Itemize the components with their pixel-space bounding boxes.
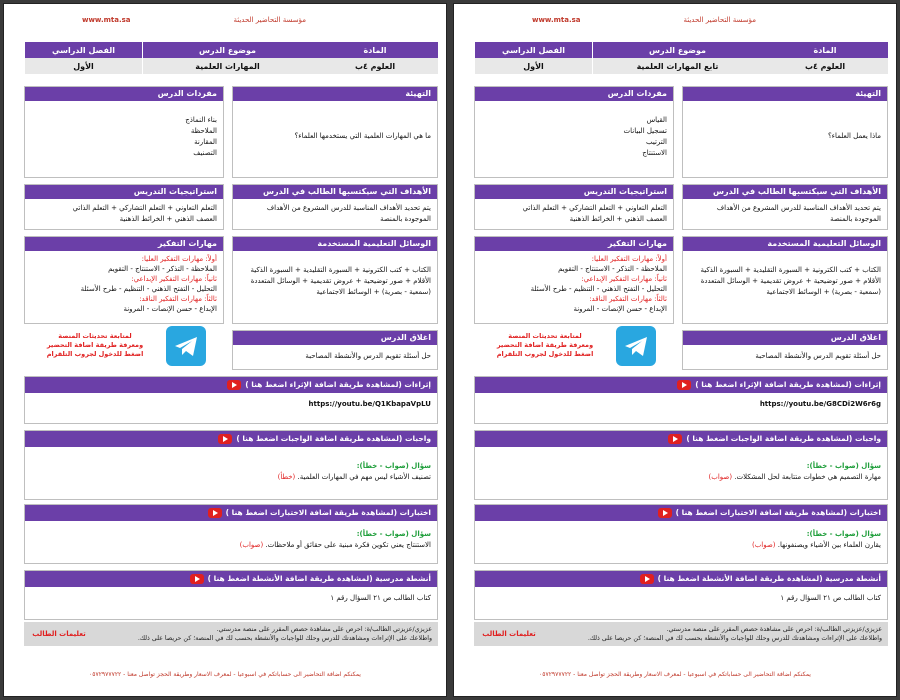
youtube-icon[interactable] — [190, 574, 204, 584]
aids-box — [682, 236, 888, 324]
warmup-title: التهيئة — [233, 87, 437, 101]
telegram-icon[interactable] — [616, 326, 656, 366]
student-note-line: عزيزي/عزيزتي الطالب/ة: احرص على مشاهدة حصص المقرر على منصة مدرستي. — [216, 626, 432, 633]
student-notes — [474, 622, 888, 646]
aids-title: الوسائل التعليمية المستخدمة — [233, 237, 437, 251]
lesson-info-table — [474, 42, 888, 74]
thinking-heading: ثانياً: مهارات التفكير الإبداعي: — [131, 275, 217, 283]
homework-question: تصنيف الأشياء ليس مهم في المهارات العلمية. (خطأ) — [277, 473, 431, 481]
youtube-icon[interactable] — [677, 380, 691, 390]
test-question: يقارن العلماء بين الأشياء ويصنفونها. (صواب) — [751, 541, 881, 549]
vocab-title: مفردات الدرس — [25, 87, 223, 101]
vocab-item: المقارنة — [194, 138, 217, 146]
page-footer: يمكنكم اضافة التحاضير الى حساباتكم في اسبوعيا - لمعرف الاسعار وطريقة الحجز تواصل معنا - ٠٥٧٢٩٧٧٧٢٢ — [539, 671, 811, 678]
strategies-title: استراتيجيات التدريس — [475, 185, 673, 199]
goals-text: يتم تحديد الأهداف المناسبة للدرس المشروع من الأهداف الموجودة بالمنصة — [266, 204, 431, 223]
goals-title: الأهداف التي سيكتسبها الطالب في الدرس — [683, 185, 887, 199]
vocab-item: بناء النماذج — [185, 116, 217, 124]
vocab-item: الترتيب — [646, 138, 667, 146]
aid-line: (سمعية - بصرية) + الوسائط الاجتماعية — [316, 288, 431, 296]
topic-value: تابع المهارات العلمية — [592, 58, 762, 74]
thinking-heading: ثالثاً: مهارات التفكير الناقد: — [139, 295, 217, 303]
page-footer: يمكنكم اضافة التحاضير الى حساباتكم في اسبوعيا - لمعرف الاسعار وطريقة الحجز تواصل معنا - ٠٥٧٢٩٧٧٧٢٢ — [89, 671, 361, 678]
vocab-item: التصنيف — [193, 149, 217, 157]
thinking-title: مهارات التفكير — [25, 237, 223, 251]
closing-text: حل أسئلة تقويم الدرس والأنشطة المصاحبة — [755, 352, 881, 360]
thinking-line: الإبداع - حسن الإنصات - المرونة — [573, 305, 667, 313]
homework-title[interactable]: واجبات (لمشاهدة طريقة اضافة الواجبات اضغط هنا ) — [25, 431, 437, 447]
warmup-text: ماذا يعمل العلماء؟ — [827, 132, 881, 140]
lesson-page-1 — [4, 4, 446, 696]
strategy-line: التعلم التعاوني + التعلم التشاركي + التعلم الذاتي — [522, 204, 667, 212]
thinking-heading: ثانياً: مهارات التفكير الإبداعي: — [581, 275, 667, 283]
thinking-box — [24, 236, 224, 324]
question-type: سؤال (صواب - خطأ): — [806, 530, 881, 538]
thinking-title: مهارات التفكير — [475, 237, 673, 251]
warmup-title: التهيئة — [683, 87, 887, 101]
org-name: مؤسسة التحاضير الحديثة — [683, 16, 756, 24]
thinking-heading: أولاً: مهارات التفكير العليا: — [591, 255, 667, 263]
closing-title: اغلاق الدرس — [683, 331, 887, 345]
vocab-item: تسجيل البيانات — [623, 127, 667, 135]
enrich-band — [474, 376, 888, 424]
closing-box — [682, 330, 888, 370]
strategies-box — [24, 184, 224, 230]
warmup-text: ما هي المهارات العلمية التي يستخدمها العلماء؟ — [294, 132, 431, 140]
telegram-note[interactable]: لمتابعة تحديثات المنصة ومعرفة طريقة اضافة التحضير اضغط للدخول لجروب التلقرام — [496, 332, 594, 358]
goals-box — [682, 184, 888, 230]
aid-line: الأقلام + صور توضيحية + عروض تقديمية + الوسائل المتعددة — [700, 277, 881, 285]
activity-title[interactable]: أنشطة مدرسية (لمشاهدة طريقة اضافة الأنشطة اضغط هنا ) — [475, 571, 887, 587]
topic-header: موضوع الدرس — [592, 42, 762, 58]
activity-band — [474, 570, 888, 620]
page-header — [4, 16, 446, 30]
site-url[interactable]: www.mta.sa — [532, 16, 581, 24]
thinking-heading: ثالثاً: مهارات التفكير الناقد: — [589, 295, 667, 303]
student-notes-label: تعليمات الطالب — [32, 630, 86, 638]
subject-value: العلوم ٤ب — [804, 61, 846, 71]
enrich-title[interactable]: إثراءات (لمشاهدة طريقة اضافة الإثراء اضغط هنا ) — [475, 377, 887, 393]
telegram-note[interactable]: لمتابعة تحديثات المنصة ومعرفة طريقة اضافة التحضير اضغط للدخول لجروب التلقرام — [46, 332, 144, 358]
answer-badge: (صواب) — [239, 541, 264, 549]
goals-box — [232, 184, 438, 230]
activity-text: كتاب الطالب ص ٢١ السؤال رقم ١ — [330, 594, 431, 602]
site-url[interactable]: www.mta.sa — [82, 16, 131, 24]
thinking-line: التحليل - التفتح الذهني - التنظيم - طرح الأسئلة — [80, 285, 217, 293]
subject-value: العلوم ٤ب — [354, 61, 396, 71]
warmup-box — [232, 86, 438, 178]
thinking-line: الملاحظة - التذكر - الاستنتاج - التقويم — [558, 265, 667, 273]
thinking-line: الملاحظة - التذكر - الاستنتاج - التقويم — [108, 265, 217, 273]
semester-value: الأول — [474, 58, 592, 74]
activity-title[interactable]: أنشطة مدرسية (لمشاهدة طريقة اضافة الأنشطة اضغط هنا ) — [25, 571, 437, 587]
strategy-line: العصف الذهني + الخرائط الذهنية — [569, 215, 667, 223]
goals-title: الأهداف التي سيكتسبها الطالب في الدرس — [233, 185, 437, 199]
page-header — [454, 16, 896, 30]
enrich-title[interactable]: إثراءات (لمشاهدة طريقة اضافة الإثراء اضغط هنا ) — [25, 377, 437, 393]
closing-title: اغلاق الدرس — [233, 331, 437, 345]
warmup-box — [682, 86, 888, 178]
vocab-item: الاستنتاج — [642, 149, 667, 157]
lesson-page-2 — [454, 4, 896, 696]
question-type: سؤال (صواب - خطأ): — [356, 462, 431, 470]
student-notes-label: تعليمات الطالب — [482, 630, 536, 638]
student-note-line: عزيزي/عزيزتي الطالب/ة: احرص على مشاهدة حصص المقرر على منصة مدرستي. — [666, 626, 882, 633]
vocab-item: الملاحظة — [190, 127, 217, 135]
youtube-icon[interactable] — [218, 434, 232, 444]
thinking-line: التحليل - التفتح الذهني - التنظيم - طرح الأسئلة — [530, 285, 667, 293]
answer-badge: (صواب) — [751, 541, 776, 549]
aid-line: الكتاب + كتب الكترونية + السبورة التقليدية + السبورة الذكية — [700, 266, 881, 274]
closing-box — [232, 330, 438, 370]
aid-line: الكتاب + كتب الكترونية + السبورة التقليدية + السبورة الذكية — [250, 266, 431, 274]
youtube-icon[interactable] — [668, 434, 682, 444]
vocab-title: مفردات الدرس — [475, 87, 673, 101]
tests-band — [474, 504, 888, 564]
topic-value: المهارات العلمية — [142, 58, 312, 74]
aid-line: الأقلام + صور توضيحية + عروض تقديمية + الوسائل المتعددة — [250, 277, 431, 285]
vocab-box — [474, 86, 674, 178]
semester-value: الأول — [24, 58, 142, 74]
activity-band — [24, 570, 438, 620]
goals-text: يتم تحديد الأهداف المناسبة للدرس المشروع من الأهداف الموجودة بالمنصة — [716, 204, 881, 223]
subject-header: المادة — [813, 45, 837, 55]
answer-badge: (خطأ) — [277, 473, 296, 481]
homework-question: مهارة التصميم هي خطوات متتابعة لحل المشكلات. (صواب) — [708, 473, 881, 481]
aids-title: الوسائل التعليمية المستخدمة — [683, 237, 887, 251]
aids-box — [232, 236, 438, 324]
enrich-link[interactable]: https://youtu.be/Q1KbapaVpLU — [308, 400, 431, 408]
subject-header: المادة — [363, 45, 387, 55]
enrich-band — [24, 376, 438, 424]
tests-title[interactable]: اختبارات (لمشاهدة طريقة اضافة الاختبارات اضغط هنا ) — [475, 505, 887, 521]
answer-badge: (صواب) — [708, 473, 733, 481]
student-note-line: واطلاعك على الإثراءات ومشاهدتك للدرس وحلك للواجبات والأنشطة بحسب لك في المنصة؛ كن حريصا على ذلك. — [587, 635, 882, 642]
tests-title[interactable]: اختبارات (لمشاهدة طريقة اضافة الاختبارات اضغط هنا ) — [25, 505, 437, 521]
homework-band — [474, 430, 888, 500]
youtube-icon[interactable] — [208, 508, 222, 518]
topic-header: موضوع الدرس — [142, 42, 312, 58]
thinking-line: الإبداع - حسن الإنصات - المرونة — [123, 305, 217, 313]
vocab-item: القياس — [646, 116, 667, 124]
tests-band — [24, 504, 438, 564]
telegram-icon[interactable] — [166, 326, 206, 366]
aid-line: (سمعية - بصرية) + الوسائط الاجتماعية — [766, 288, 881, 296]
lesson-info-table — [24, 42, 438, 74]
org-name: مؤسسة التحاضير الحديثة — [233, 16, 306, 24]
youtube-icon[interactable] — [227, 380, 241, 390]
activity-text: كتاب الطالب ص ٢١ السؤال رقم ١ — [780, 594, 881, 602]
homework-title[interactable]: واجبات (لمشاهدة طريقة اضافة الواجبات اضغط هنا ) — [475, 431, 887, 447]
semester-header: الفصل الدراسي — [474, 42, 592, 58]
youtube-icon[interactable] — [640, 574, 654, 584]
strategies-title: استراتيجيات التدريس — [25, 185, 223, 199]
student-notes — [24, 622, 438, 646]
youtube-icon[interactable] — [658, 508, 672, 518]
thinking-heading: أولاً: مهارات التفكير العليا: — [141, 255, 217, 263]
question-type: سؤال (صواب - خطأ): — [806, 462, 881, 470]
test-question: الاستنتاج يعني تكوين فكرة مبنية على حقائق أو ملاحظات. (صواب) — [239, 541, 431, 549]
enrich-link[interactable]: https://youtu.be/G8CDi2W6r6g — [759, 400, 881, 408]
homework-band — [24, 430, 438, 500]
semester-header: الفصل الدراسي — [24, 42, 142, 58]
question-type: سؤال (صواب - خطأ): — [356, 530, 431, 538]
strategies-box — [474, 184, 674, 230]
strategy-line: التعلم التعاوني + التعلم التشاركي + التعلم الذاتي — [72, 204, 217, 212]
student-note-line: واطلاعك على الإثراءات ومشاهدتك للدرس وحلك للواجبات والأنشطة بحسب لك في المنصة؛ كن حريصا على ذلك. — [137, 635, 432, 642]
closing-text: حل أسئلة تقويم الدرس والأنشطة المصاحبة — [305, 352, 431, 360]
thinking-box — [474, 236, 674, 324]
vocab-box — [24, 86, 224, 178]
strategy-line: العصف الذهني + الخرائط الذهنية — [119, 215, 217, 223]
